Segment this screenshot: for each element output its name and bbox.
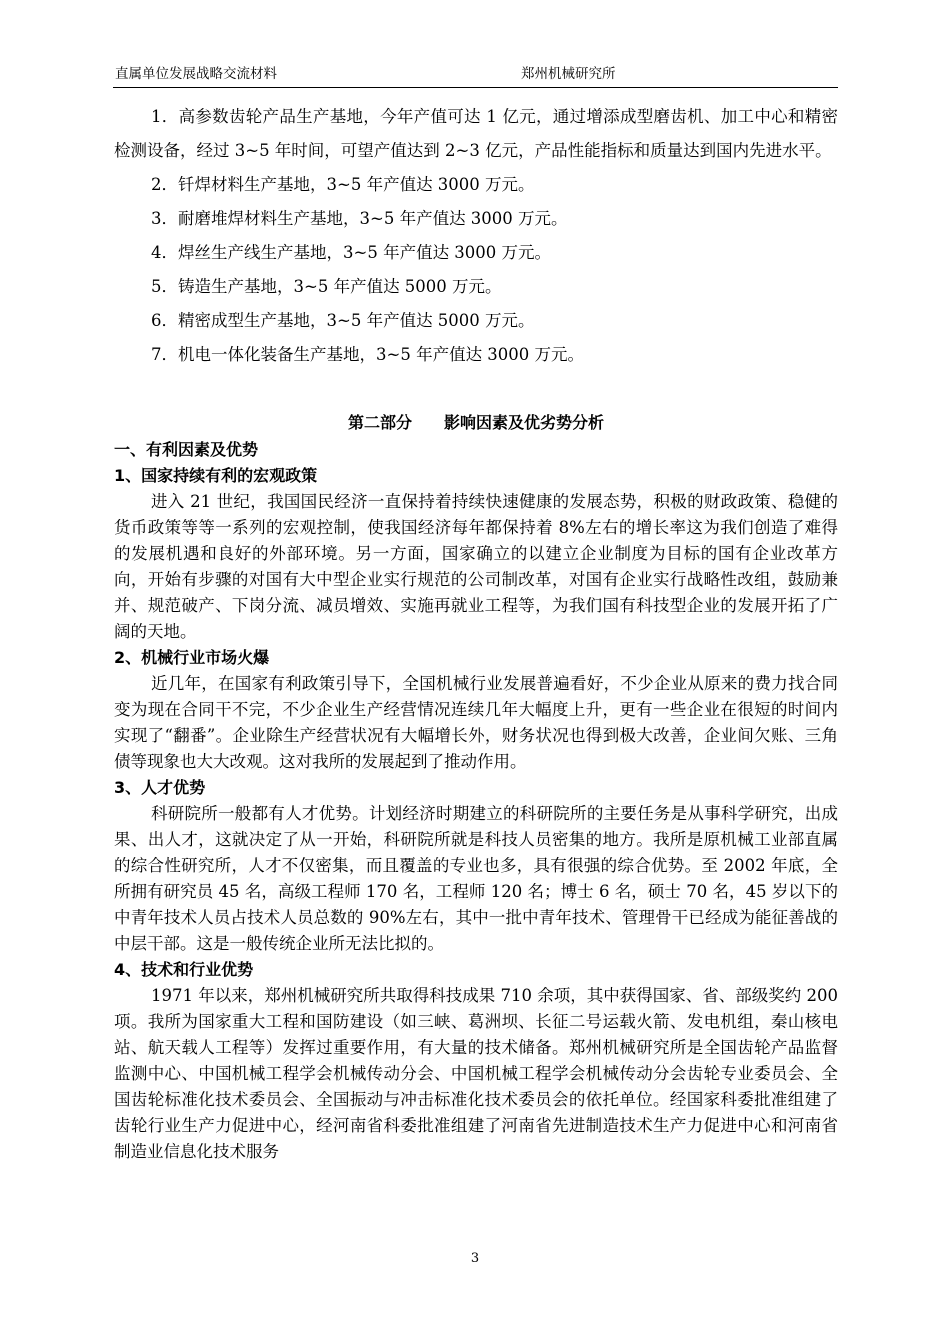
subsection-heading: 3、人才优势 — [114, 778, 206, 797]
paragraph: 进入 21 世纪，我国国民经济一直保持着持续快速健康的发展态势，积极的财政政策、稳健的货币政策等等一系列的宏观控制，使我国经济每年都保持着 8%左右的增长率这为我们创造了难得的发展机遇和良好的外部环境。另一方面，国家确立的以建立企业制度为目标的国有企业改革方向，开始有步骤的对国有大中型企业实行规范的公司制改革，对国有企业实行战略性改组，鼓励兼并、规范破产、下岗分流、减员增效、实施再就业工程等，为我们国有科技型企业的发展开拓了广阔的天地。 — [114, 492, 838, 641]
paragraph: 1971 年以来，郑州机械研究所共取得科技成果 710 余项，其中获得国家、省、部级奖约 200 项。我所为国家重大工程和国防建设（如三峡、葛洲坝、长征二号运载火箭、发电机组，秦山核电站、航天载人工程等）发挥过重要作用，有大量的技术储备。郑州机械研究所是全国齿轮产品监督监测中心、中国机械工程学会机械传动分会、中国机械工程学会机械传动分会齿轮专业委员会、全国齿轮标准化技术委员会、全国振动与冲击标准化技术委员会的依托单位。经国家科委批准组建了齿轮行业生产力促进中心，经河南省科委批准组建了河南省先进制造技术生产力促进中心和河南省制造业信息化技术服务 — [114, 986, 838, 1161]
subsection-heading: 2、机械行业市场火爆 — [114, 648, 270, 667]
page-number: 3 — [470, 1251, 480, 1266]
list-item: 5．铸造生产基地，3~5 年产值达 5000 万元。 — [151, 277, 502, 296]
list-item: 4．焊丝生产线生产基地，3~5 年产值达 3000 万元。 — [151, 243, 552, 262]
paragraph: 科研院所一般都有人才优势。计划经济时期建立的科研院所的主要任务是从事科学研究，出成果、出人才，这就决定了从一开始，科研院所就是科技人员密集的地方。我所是原机械工业部直属的综合性研究所，人才不仅密集，而且覆盖的专业也多，具有很强的综合优势。至 2002 年底，全所拥有研究员 45 名，高级工程师 170 名，工程师 120 名；博士 6 名，硕士 70 名，45 岁以下的中青年技术人员占技术人员总数的 90%左右，其中一批中青年技术、管理骨干已经成为能征善战的中层干部。这是一般传统企业所无法比拟的。 — [114, 804, 838, 953]
page-body — [114, 100, 838, 1165]
list-item: 3．耐磨堆焊材料生产基地，3~5 年产值达 3000 万元。 — [151, 209, 568, 228]
part-title: 第二部分 影响因素及优劣势分析 — [347, 413, 604, 432]
paragraph: 近几年，在国家有利政策引导下，全国机械行业发展普遍看好，不少企业从原来的费力找合同变为现在合同干不完，不少企业生产经营情况连续几年大幅度上升，更有一些企业在很短的时间内实现了“翻番”。企业除生产经营状况有大幅增长外，财务状况也得到极大改善，企业间欠账、三角债等现象也大大改观。这对我所的发展起到了推动作用。 — [114, 674, 838, 771]
header-rule — [113, 87, 838, 88]
list-item: 6．精密成型生产基地，3~5 年产值达 5000 万元。 — [151, 311, 535, 330]
list-item: 2．钎焊材料生产基地，3~5 年产值达 3000 万元。 — [151, 175, 535, 194]
header-left-title: 直属单位发展战略交流材料 — [115, 66, 277, 82]
section-heading: 一、有利因素及优势 — [114, 440, 259, 459]
list-item: 1．高参数齿轮产品生产基地，今年产值可达 1 亿元，通过增添成型磨齿机、加工中心和精密检测设备，经过 3~5 年时间，可望产值达到 2~3 亿元，产品性能指标和质量达到国内先进水平。 — [114, 107, 838, 160]
subsection-heading: 1、国家持续有利的宏观政策 — [114, 466, 318, 485]
header-right-title: 郑州机械研究所 — [521, 66, 616, 82]
list-item: 7．机电一体化装备生产基地，3~5 年产值达 3000 万元。 — [151, 345, 585, 364]
subsection-heading: 4、技术和行业优势 — [114, 960, 254, 979]
